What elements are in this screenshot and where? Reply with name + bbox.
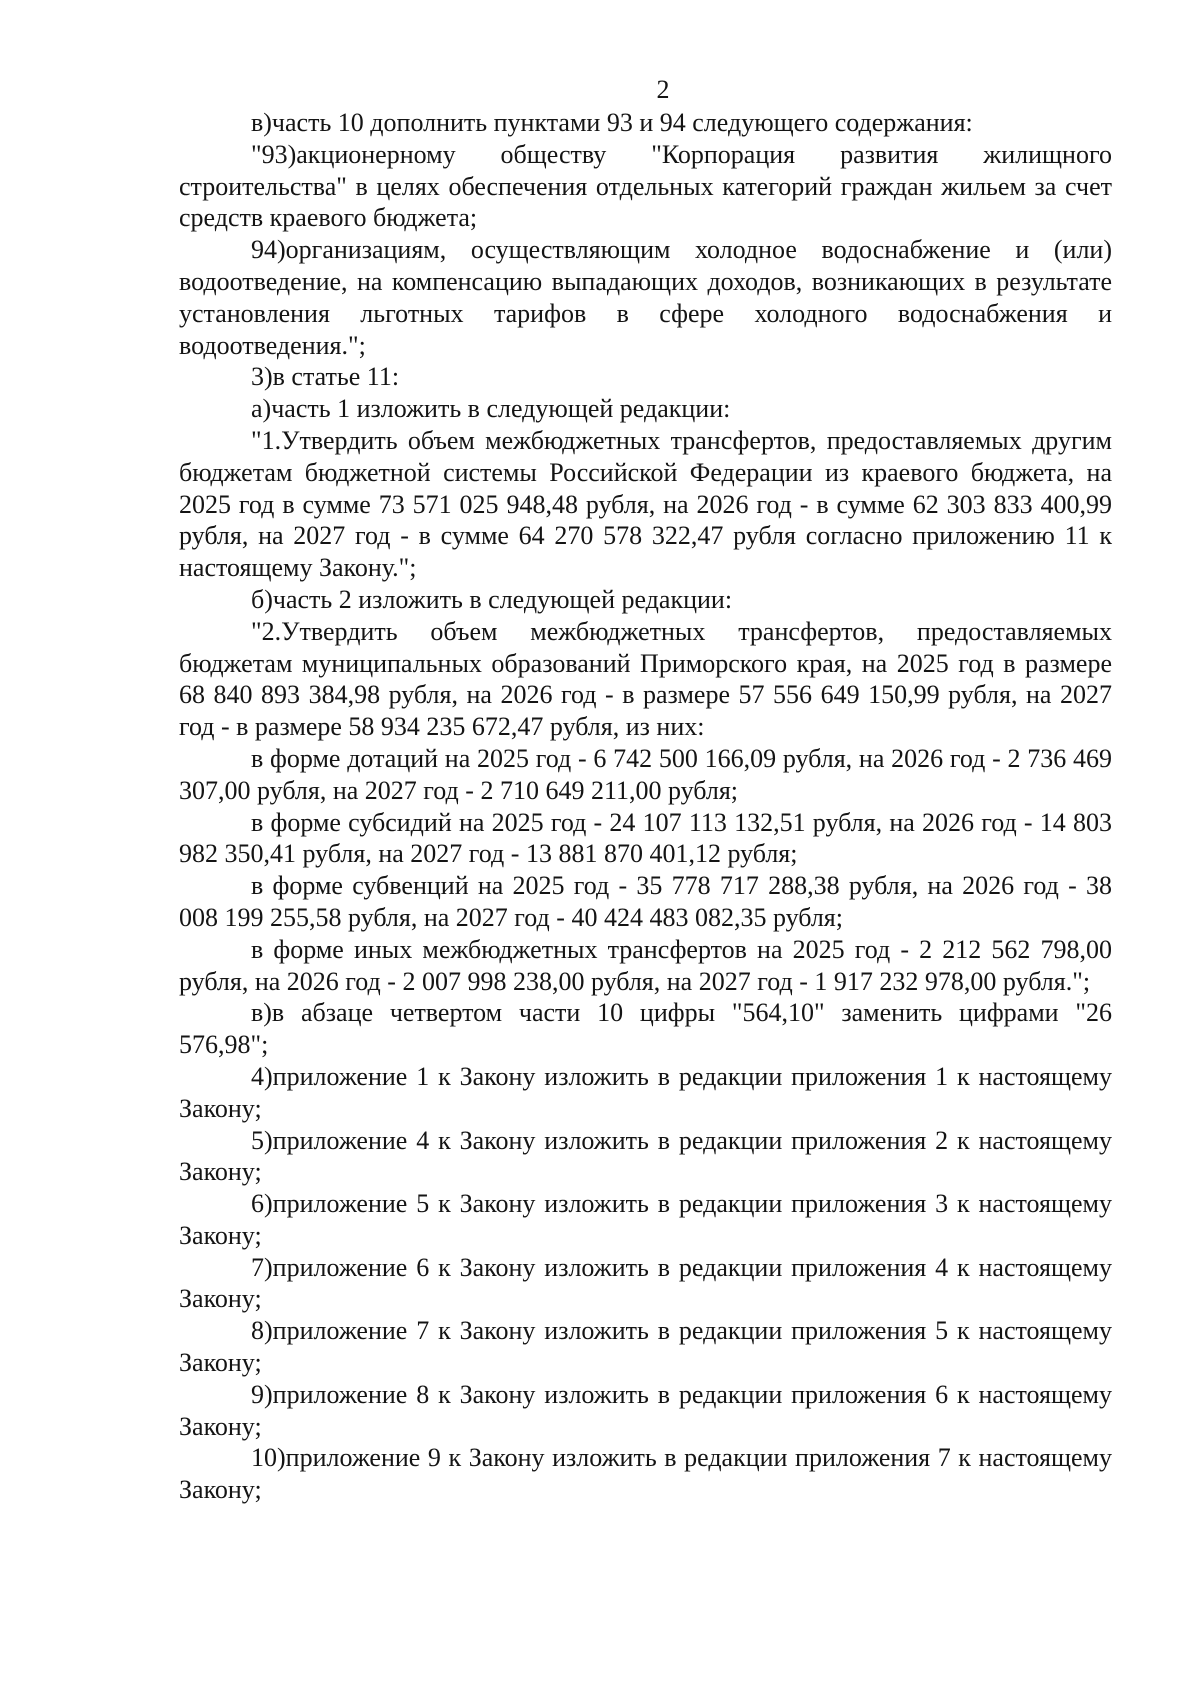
paragraph-article-11: 3)в статье 11:	[251, 362, 400, 392]
paragraph-part-2-edit: б)часть 2 изложить в следующей редакции:	[251, 584, 733, 614]
paragraph-part-10-figures: в)в абзаце четвертом части 10 цифры "564,10" заменить цифрами "26 576,98";	[179, 998, 1112, 1060]
paragraph-appendix-1: 4)приложение 1 к Закону изложить в редакции приложения 1 к настоящему Закону;	[179, 1061, 1112, 1123]
paragraph-transfers-other-budgets: "1.Утвердить объем межбюджетных трансфертов, предоставляемых другим бюджетам бюджетной системы Российской Федерации из краевого бюджета, на 2025 год в сумме 73 571 025 948,48 рубля, на 2026 год - в сумме 62 303 833 400,99 рубля, на 2027 год - в сумме 64 270 578 322,47 рубля согласно приложению 11 к настоящему Закону.";	[179, 425, 1112, 583]
paragraph-appendix-6: 7)приложение 6 к Закону изложить в редакции приложения 4 к настоящему Закону;	[179, 1252, 1112, 1314]
paragraph-appendix-7: 8)приложение 7 к Закону изложить в редакции приложения 5 к настоящему Закону;	[179, 1316, 1112, 1378]
paragraph-item-94: 94)организациям, осуществляющим холодное водоснабжение и (или) водоотведение, на компенсацию выпадающих доходов, возникающих в результате установления льготных тарифов в сфере холодного водоснабжения и водоотведения.";	[179, 235, 1112, 360]
paragraph-subsidies: в форме субсидий на 2025 год - 24 107 113 132,51 рубля, на 2026 год - 14 803 982 350,41 рубля, на 2027 год - 13 881 870 401,12 рубля;	[179, 807, 1112, 869]
page-number: 2	[656, 75, 670, 104]
paragraph-other-transfers: в форме иных межбюджетных трансфертов на 2025 год - 2 212 562 798,00 рубля, на 2026 год - 2 007 998 238,00 рубля, на 2027 год - 1 917 232 978,00 рубля.";	[179, 934, 1112, 996]
paragraph-subventions: в форме субвенций на 2025 год - 35 778 717 288,38 рубля, на 2026 год - 38 008 199 255,58 рубля, на 2027 год - 40 424 483 082,35 рубля;	[179, 871, 1112, 932]
paragraph-subsidies-dotations: в форме дотаций на 2025 год - 6 742 500 166,09 рубля, на 2026 год - 2 736 469 307,00 рубля, на 2027 год - 2 710 649 211,00 рубля;	[179, 743, 1112, 805]
paragraph-appendix-4: 5)приложение 4 к Закону изложить в редакции приложения 2 к настоящему Закону;	[179, 1125, 1112, 1187]
paragraph-appendix-9: 10)приложение 9 к Закону изложить в редакции приложения 7 к настоящему Закону;	[179, 1443, 1112, 1505]
paragraph-amend-part-10: в)часть 10 дополнить пунктами 93 и 94 следующего содержания:	[251, 108, 973, 137]
paragraph-transfers-municipal: "2.Утвердить объем межбюджетных трансфертов, предоставляемых бюджетам муниципальных образований Приморского края, на 2025 год в размере 68 840 893 384,98 рубля, на 2026 год - в размере 57 556 649 150,99 рубля, на 2027 год - в размере 58 934 235 672,47 рубля, из них:	[179, 616, 1112, 742]
paragraph-item-93: "93)акционерному обществу "Корпорация развития жилищного строительства" в целях обеспечения отдельных категорий граждан жильем за счет средств краевого бюджета;	[179, 139, 1112, 233]
document-body	[179, 107, 1112, 1506]
paragraph-part-1-edit: а)часть 1 изложить в следующей редакции:	[251, 394, 731, 424]
paragraph-appendix-5: 6)приложение 5 к Закону изложить в редакции приложения 3 к настоящему Закону;	[179, 1189, 1112, 1250]
paragraph-appendix-8: 9)приложение 8 к Закону изложить в редакции приложения 6 к настоящему Закону;	[179, 1379, 1112, 1441]
